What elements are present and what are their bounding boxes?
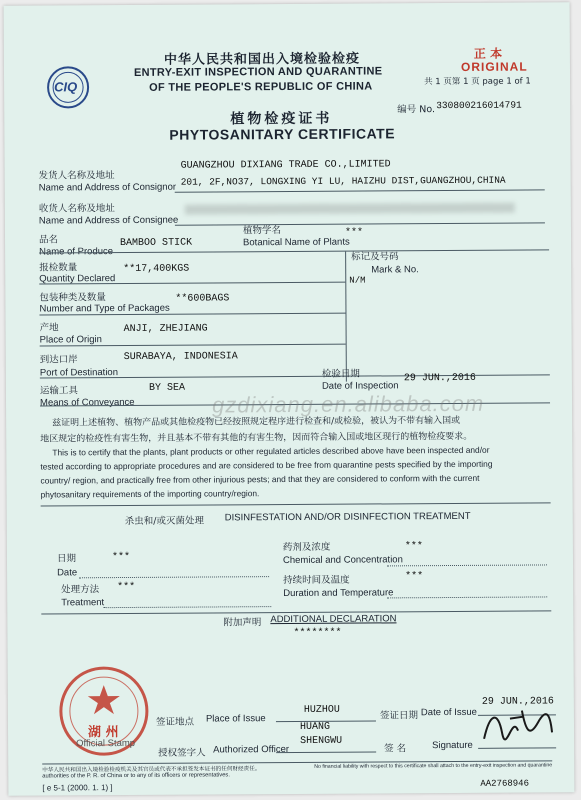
marks-label-en: Mark & No. xyxy=(371,264,419,276)
additional-value: ******** xyxy=(293,627,342,639)
origin-value: ANJI, ZHEJIANG xyxy=(123,323,208,336)
stamp-text: 湖 州 xyxy=(87,725,119,741)
inspection-date-label-cn: 检验日期 xyxy=(321,368,360,380)
watermark: gzdixiang.en.alibaba.com xyxy=(211,390,485,418)
consignee-label-en: Name and Address of Consignee xyxy=(38,214,179,227)
treat-date-label-cn: 日期 xyxy=(56,553,77,565)
officer-value-2: SHENGWU xyxy=(300,735,343,747)
treat-method-label-cn: 处理方法 xyxy=(61,584,100,596)
treat-method-value: *** xyxy=(117,581,136,594)
treatment-heading-cn: 杀虫和/或灭菌处理 xyxy=(124,515,204,528)
conveyance-value: BY SEA xyxy=(148,382,185,394)
conveyance-label-en: Means of Conveyance xyxy=(39,396,135,409)
produce-value: BAMBOO STICK xyxy=(120,237,193,250)
page-info: 共 1 页第 1 页 page 1 of 1 xyxy=(424,76,531,88)
footer-disclaimer-cn: 中华人民共和国出入境检验检疫机关及其官员或代表不承担签发本证书的任何财经责任。 xyxy=(42,766,261,774)
consignor-rule xyxy=(175,189,545,192)
packages-label-en: Number and Type of Packages xyxy=(39,302,170,315)
statement-rule xyxy=(41,502,551,506)
serial-number: AA2768946 xyxy=(480,778,529,789)
treatment-heading-en: DISINFESTATION AND/OR DISINFECTION TREATMENT xyxy=(224,510,471,524)
ciq-logo xyxy=(46,65,90,109)
statement-en-1: This is to certify that the plants, plant products or other regulated articles described above have been inspected and/or xyxy=(52,444,490,458)
marks-divider xyxy=(345,252,347,382)
chem-label-cn: 药剂及浓度 xyxy=(282,541,331,554)
header-title-cn: 中华人民共和国出入境检验检疫 xyxy=(163,51,360,68)
statement-en-4: phytosanitary requirements of the importing country/region. xyxy=(40,488,260,500)
original-en: ORIGINAL xyxy=(460,59,528,74)
additional-heading-en: ADDITIONAL DECLARATION xyxy=(270,613,397,626)
official-stamp-label: Official Stamp xyxy=(76,737,136,750)
packages-value: **600BAGS xyxy=(175,293,230,305)
additional-heading-cn: 附加声明 xyxy=(223,617,262,629)
botanical-label-en: Botanical Name of Plants xyxy=(243,236,350,249)
marks-value: N/M xyxy=(349,275,366,286)
signature-scribble-icon xyxy=(478,702,558,746)
footer-disclaimer-en2: authorities of the P. R. of China or to any of its officers or representatives. xyxy=(42,772,230,780)
consignee-rule xyxy=(175,222,545,225)
duration-label-cn: 持续时间及温度 xyxy=(283,574,350,587)
form-code: [ e 5-1 (2000. 1. 1) ] xyxy=(42,783,113,793)
qty-label-cn: 报检数量 xyxy=(39,262,78,274)
chem-label-en: Chemical and Concentration xyxy=(282,554,403,567)
consignee-label-cn: 收货人名称及地址 xyxy=(38,203,115,215)
officer-value-1: HUANG xyxy=(299,721,331,733)
statement-en-2: tested according to appropriate procedures and are considered to be free from quarantine pests specified by the importing xyxy=(40,458,493,472)
conveyance-label-cn: 运输工具 xyxy=(39,385,78,397)
handwritten-signature xyxy=(478,702,558,746)
consignor-label-cn: 发货人名称及地址 xyxy=(38,170,115,182)
statement-cn-1: 兹证明上述植物、植物产品或其他检疫物已经按照规定程序进行检查和/或检验，被认为不带有输入国或 xyxy=(52,415,461,429)
header-title-en-2: OF THE PEOPLE'S REPUBLIC OF CHINA xyxy=(149,80,373,94)
produce-rule xyxy=(39,249,549,253)
officer-label-cn: 授权签字人 xyxy=(158,747,206,759)
produce-label-cn: 品名 xyxy=(38,234,59,246)
marks-label-cn: 标记及号码 xyxy=(351,251,399,263)
cert-no-value: 330800216014791 xyxy=(436,99,522,112)
signature-rule xyxy=(478,747,556,748)
treat-date-value: *** xyxy=(111,551,131,564)
cert-title-en: PHYTOSANITARY CERTIFICATE xyxy=(169,125,396,143)
cert-title-cn: 植物检疫证书 xyxy=(230,110,333,128)
statement-cn-2: 地区规定的检疫性有害生物，并且基本不带有其他的有害生物，因而符合输入国或地区现行的植物检疫要求。 xyxy=(40,431,473,445)
dest-label-en: Port of Destination xyxy=(39,367,119,379)
consignor-line1: GUANGZHOU DIXIANG TRADE CO.,LIMITED xyxy=(180,159,391,172)
cert-no-label: 编号 No. xyxy=(397,104,436,116)
origin-label-en: Place of Origin xyxy=(39,334,102,346)
issue-date-label-en: Date of Issue xyxy=(420,706,477,719)
packages-label-cn: 包装种类及数量 xyxy=(39,292,106,304)
dest-label-cn: 到达口岸 xyxy=(39,354,78,366)
issue-place-label-en: Place of Issue xyxy=(205,713,266,725)
dest-value: SURABAYA, INDONESIA xyxy=(123,351,238,364)
header-title-en-1: ENTRY-EXIT INSPECTION AND QUARANTINE xyxy=(133,65,383,79)
officer-label-en: Authorized Officer xyxy=(213,744,290,756)
duration-value: *** xyxy=(405,571,424,583)
issue-date-value: 29 JUN.,2016 xyxy=(481,696,554,708)
consignee-value-redacted xyxy=(185,203,515,215)
duration-rule xyxy=(387,596,547,598)
botanical-value: *** xyxy=(344,227,364,239)
issue-place-value: HUZHOU xyxy=(303,704,340,716)
treat-method-label-en: Treatment xyxy=(61,597,105,609)
consignor-line2: 201, 2F,NO37, LONGXING YI LU, HAIZHU DIST,GUANGZHOU,CHINA xyxy=(180,174,506,188)
duration-label-en: Duration and Temperature xyxy=(283,587,394,600)
footer-disclaimer-en1: No financial liability with respect to this certificate shall attach to the entry-exit inspection and quarantine xyxy=(314,762,553,770)
signature-label-en: Signature xyxy=(432,739,473,752)
treat-date-label-en: Date xyxy=(57,567,78,579)
issue-place-label-cn: 签证地点 xyxy=(155,716,195,728)
issue-date-label-cn: 签证日期 xyxy=(379,710,418,722)
treat-method-rule xyxy=(103,606,271,608)
chem-value: *** xyxy=(404,541,423,553)
signature-label-cn: 签 名 xyxy=(384,743,407,755)
chem-rule xyxy=(387,564,547,566)
inspection-date-label-en: Date of Inspection xyxy=(321,380,399,392)
original-cn: 正 本 xyxy=(473,46,503,61)
botanical-label-cn: 植物学名 xyxy=(242,225,282,237)
treat-date-rule xyxy=(79,576,269,578)
certificate-sheet xyxy=(4,2,575,795)
consignor-label-en: Name and Address of Consignor xyxy=(38,181,177,194)
origin-label-cn: 产地 xyxy=(39,322,59,334)
officer-rule xyxy=(276,751,376,753)
qty-value: **17,400KGS xyxy=(123,263,190,276)
statement-en-3: country/ region, and practically free from other injurious pests; and that they are considered to conform with the current xyxy=(40,472,480,486)
qty-label-en: Quantity Declared xyxy=(39,273,116,285)
inspection-date-value: 29 JUN.,2016 xyxy=(403,372,476,385)
logo-text: CIQ xyxy=(54,79,78,95)
produce-label-en: Name of Produce xyxy=(39,246,114,258)
